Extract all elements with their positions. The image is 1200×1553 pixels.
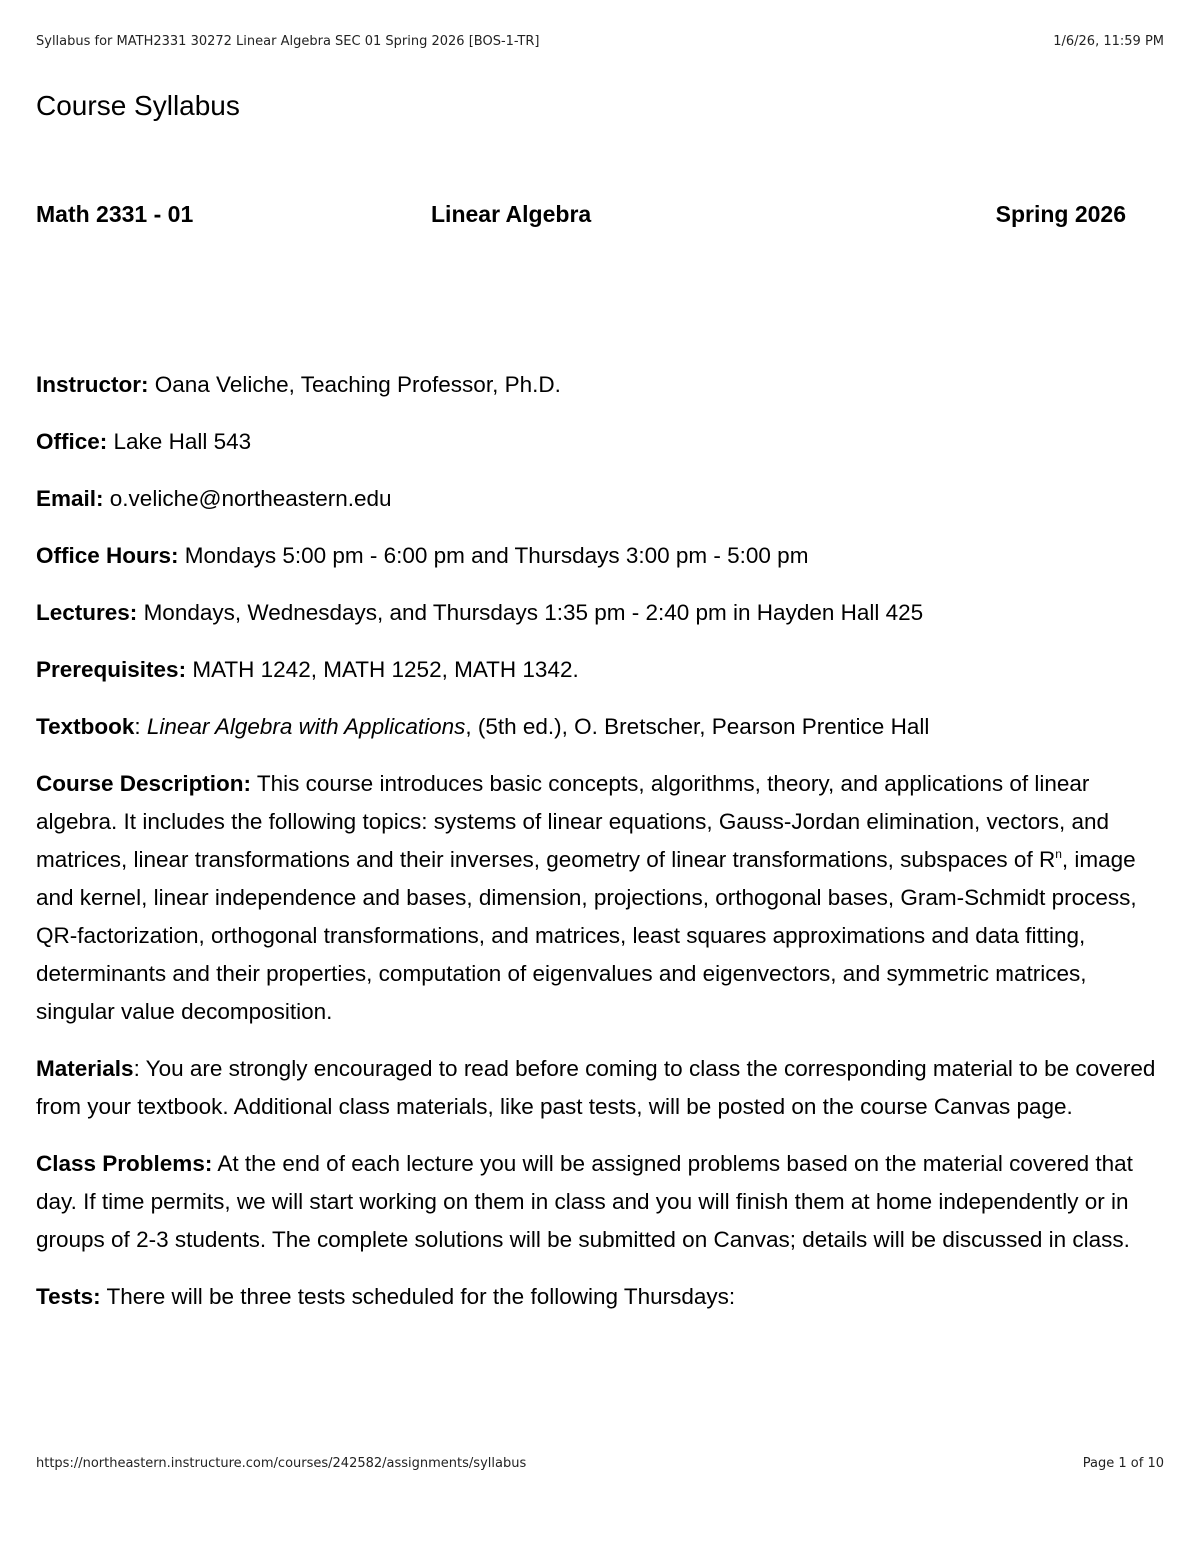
tests-field: [36, 1278, 1171, 1316]
course-description-label: Course Description:: [36, 771, 252, 796]
textbook-details: , (5th ed.), O. Bretscher, Pearson Prentice Hall: [465, 714, 930, 739]
lectures-field: [36, 594, 1171, 632]
office-label: Office:: [36, 429, 108, 454]
textbook-separator: :: [134, 714, 147, 739]
course-description-field: [36, 765, 1171, 1031]
print-header: [36, 34, 1164, 49]
office-hours-value: Mondays 5:00 pm - 6:00 pm and Thursdays 3:00 pm - 5:00 pm: [184, 543, 809, 568]
print-footer-page-number: Page 1 of 10: [1082, 1456, 1164, 1471]
course-term: Spring 2026: [995, 201, 1126, 227]
textbook-field: [36, 708, 1171, 746]
lectures-value: Mondays, Wednesdays, and Thursdays 1:35 pm - 2:40 pm in Hayden Hall 425: [143, 600, 924, 625]
materials-field: [36, 1050, 1171, 1126]
materials-separator: :: [133, 1056, 146, 1081]
tests-value: There will be three tests scheduled for the following Thursdays:: [106, 1284, 736, 1309]
class-problems-value: At the end of each lecture you will be assigned problems based on the material covered that day. If time permits, we will start working on them in class and you will finish them at home independently or in groups of 2-3 students. The complete solutions will be submitted on Canvas; details will be discussed in class.: [36, 1151, 1133, 1252]
print-footer-url: https://northeastern.instructure.com/courses/242582/assignments/syllabus: [36, 1456, 527, 1471]
class-problems-label: Class Problems:: [36, 1151, 213, 1176]
page-title: Course Syllabus: [36, 90, 240, 121]
textbook-label: Textbook: [36, 714, 135, 739]
email-field: [36, 480, 1171, 518]
prerequisites-value: MATH 1242, MATH 1252, MATH 1342.: [192, 657, 579, 682]
print-header-title: Syllabus for MATH2331 30272 Linear Algebra SEC 01 Spring 2026 [BOS-1-TR]: [36, 34, 540, 49]
class-problems-field: [36, 1145, 1171, 1259]
office-field: [36, 423, 1171, 461]
course-header-row: [36, 201, 1126, 231]
course-description-text-continued: , image and kernel, linear independence and bases, dimension, projections, orthogonal bases, Gram-Schmidt process, QR-factorization, orthogonal transformations, and matrices, least squares approximations and data fitting, determinants and their properties, computation of eigenvalues and eigenvectors, and symmetric matrices, singular value decomposition.: [36, 847, 1137, 1024]
syllabus-body: [36, 366, 1171, 1335]
prerequisites-field: [36, 651, 1171, 689]
tests-label: Tests:: [36, 1284, 101, 1309]
email-label: Email:: [36, 486, 104, 511]
textbook-title: Linear Algebra with Applications: [146, 714, 466, 739]
prerequisites-label: Prerequisites:: [36, 657, 187, 682]
course-number: Math 2331 - 01: [36, 201, 194, 227]
office-value: Lake Hall 543: [113, 429, 252, 454]
instructor-value: Oana Veliche, Teaching Professor, Ph.D.: [154, 372, 561, 397]
office-hours-label: Office Hours:: [36, 543, 179, 568]
office-hours-field: [36, 537, 1171, 575]
materials-label: Materials: [36, 1056, 134, 1081]
instructor-label: Instructor:: [36, 372, 149, 397]
course-description-superscript: n: [1055, 847, 1062, 861]
print-footer: [36, 1456, 1164, 1471]
email-value: o.veliche@northeastern.edu: [109, 486, 392, 511]
course-name: Linear Algebra: [431, 201, 592, 227]
course-description-text: This course introduces basic concepts, algorithms, theory, and applications of linear algebra. It includes the following topics: systems of linear equations, Gauss-Jordan elimination, vectors, and matrices, linear transformations and their inverses, geometry of linear transformations, subspaces of R: [36, 771, 1110, 872]
materials-value: You are strongly encouraged to read before coming to class the corresponding material to be covered from your textbook. Additional class materials, like past tests, will be posted on the course Canvas page.: [36, 1056, 1156, 1119]
instructor-field: [36, 366, 1171, 404]
print-header-timestamp: 1/6/26, 11:59 PM: [1053, 34, 1164, 49]
lectures-label: Lectures:: [36, 600, 138, 625]
